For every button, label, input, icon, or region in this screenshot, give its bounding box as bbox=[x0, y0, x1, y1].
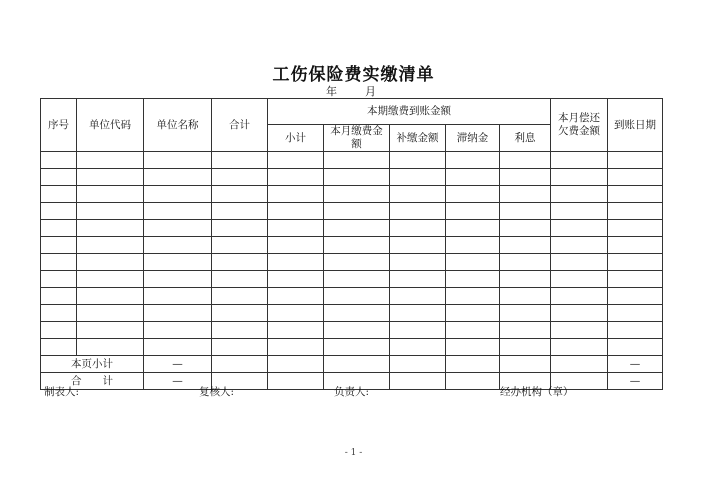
table-cell[interactable] bbox=[268, 322, 324, 339]
table-cell[interactable] bbox=[77, 254, 144, 271]
table-cell[interactable] bbox=[324, 254, 390, 271]
header-seq: 序号 bbox=[41, 99, 77, 152]
header-back-paid: 补缴金额 bbox=[390, 125, 446, 152]
table-row bbox=[41, 322, 663, 339]
table-cell[interactable] bbox=[268, 203, 324, 220]
table-cell[interactable] bbox=[324, 220, 390, 237]
table-cell[interactable] bbox=[144, 203, 212, 220]
table-cell[interactable] bbox=[446, 322, 500, 339]
table-cell[interactable] bbox=[500, 339, 551, 356]
table-cell[interactable] bbox=[390, 339, 446, 356]
table-cell[interactable] bbox=[268, 237, 324, 254]
table-cell[interactable] bbox=[500, 203, 551, 220]
table-cell[interactable] bbox=[268, 186, 324, 203]
table-cell[interactable] bbox=[268, 356, 324, 373]
table-cell[interactable] bbox=[500, 322, 551, 339]
table-cell[interactable] bbox=[144, 152, 212, 169]
table-cell[interactable] bbox=[212, 203, 268, 220]
table-cell[interactable] bbox=[324, 339, 390, 356]
table-cell[interactable] bbox=[446, 220, 500, 237]
table-cell[interactable] bbox=[144, 271, 212, 288]
table-cell[interactable] bbox=[500, 356, 551, 373]
table-cell[interactable] bbox=[41, 220, 77, 237]
table-cell[interactable] bbox=[390, 288, 446, 305]
header-repay: 本月偿还欠费金额 bbox=[551, 99, 608, 152]
table-cell[interactable] bbox=[77, 203, 144, 220]
table-cell[interactable] bbox=[446, 356, 500, 373]
table-cell[interactable] bbox=[446, 152, 500, 169]
table-cell[interactable] bbox=[77, 322, 144, 339]
table-cell[interactable] bbox=[144, 322, 212, 339]
table-cell[interactable] bbox=[268, 254, 324, 271]
table-cell[interactable] bbox=[212, 305, 268, 322]
table-cell[interactable] bbox=[446, 339, 500, 356]
table-cell[interactable] bbox=[446, 288, 500, 305]
table-row bbox=[41, 203, 663, 220]
table-cell[interactable] bbox=[324, 356, 390, 373]
table-cell[interactable] bbox=[77, 169, 144, 186]
table-cell[interactable] bbox=[608, 288, 663, 305]
table-cell[interactable] bbox=[551, 288, 608, 305]
table-cell[interactable] bbox=[77, 186, 144, 203]
table-cell[interactable] bbox=[551, 339, 608, 356]
table-cell[interactable] bbox=[390, 271, 446, 288]
header-month-paid: 本月缴费金额 bbox=[324, 125, 390, 152]
table-cell[interactable] bbox=[551, 237, 608, 254]
table-row bbox=[41, 271, 663, 288]
table-cell[interactable] bbox=[41, 271, 77, 288]
table-cell[interactable] bbox=[390, 322, 446, 339]
page-number: - 1 - bbox=[344, 448, 363, 458]
table-cell[interactable] bbox=[41, 152, 77, 169]
table-cell[interactable] bbox=[608, 271, 663, 288]
table-cell[interactable] bbox=[77, 288, 144, 305]
table-cell[interactable] bbox=[41, 186, 77, 203]
table-cell[interactable] bbox=[144, 186, 212, 203]
table-cell[interactable] bbox=[446, 203, 500, 220]
table-cell[interactable] bbox=[551, 305, 608, 322]
table-cell[interactable] bbox=[390, 254, 446, 271]
table-cell[interactable] bbox=[551, 271, 608, 288]
table-cell[interactable] bbox=[212, 356, 268, 373]
table-cell[interactable] bbox=[551, 322, 608, 339]
table-cell[interactable] bbox=[500, 152, 551, 169]
header-late-fee: 滞纳金 bbox=[446, 125, 500, 152]
table-cell[interactable] bbox=[608, 305, 663, 322]
table-cell[interactable] bbox=[41, 237, 77, 254]
grand-total-label: 合 计 bbox=[41, 373, 144, 390]
table-cell[interactable] bbox=[324, 271, 390, 288]
table-cell[interactable] bbox=[390, 152, 446, 169]
table-cell[interactable] bbox=[500, 305, 551, 322]
table-cell[interactable] bbox=[144, 254, 212, 271]
table-cell[interactable] bbox=[608, 220, 663, 237]
table-cell[interactable] bbox=[144, 220, 212, 237]
table-cell[interactable] bbox=[446, 169, 500, 186]
table-cell[interactable] bbox=[608, 322, 663, 339]
table-cell[interactable] bbox=[390, 305, 446, 322]
table-cell[interactable] bbox=[268, 271, 324, 288]
table-cell[interactable] bbox=[446, 186, 500, 203]
table-cell[interactable] bbox=[212, 254, 268, 271]
header-group: 本期缴费到账金额 bbox=[268, 99, 551, 125]
table-cell[interactable] bbox=[446, 254, 500, 271]
table-cell[interactable] bbox=[268, 220, 324, 237]
table-cell[interactable] bbox=[77, 152, 144, 169]
table-cell[interactable] bbox=[324, 288, 390, 305]
table-cell[interactable] bbox=[77, 220, 144, 237]
table-cell[interactable] bbox=[77, 271, 144, 288]
table-cell[interactable] bbox=[551, 203, 608, 220]
table-cell[interactable] bbox=[212, 169, 268, 186]
table-row bbox=[41, 152, 663, 169]
table-cell[interactable] bbox=[212, 152, 268, 169]
table-row bbox=[41, 288, 663, 305]
table-cell[interactable] bbox=[608, 203, 663, 220]
table-cell[interactable] bbox=[608, 186, 663, 203]
table-cell[interactable] bbox=[551, 186, 608, 203]
table-cell[interactable] bbox=[144, 169, 212, 186]
table-cell[interactable] bbox=[500, 169, 551, 186]
table-cell[interactable] bbox=[268, 152, 324, 169]
table-cell[interactable] bbox=[144, 237, 212, 254]
table-cell[interactable] bbox=[41, 288, 77, 305]
page-subtotal-row bbox=[41, 356, 663, 373]
table-cell[interactable] bbox=[212, 237, 268, 254]
table-cell[interactable] bbox=[324, 237, 390, 254]
header-subtotal: 小计 bbox=[268, 125, 324, 152]
header-arrival-date: 到账日期 bbox=[608, 99, 663, 152]
table-cell[interactable] bbox=[390, 203, 446, 220]
table-cell[interactable] bbox=[268, 305, 324, 322]
responsible-label: 负责人: bbox=[334, 386, 370, 398]
page-subtotal-dash: — bbox=[144, 356, 212, 373]
table-cell[interactable] bbox=[324, 169, 390, 186]
table-cell[interactable] bbox=[551, 152, 608, 169]
grand-total-date-dash: — bbox=[608, 373, 663, 390]
table-cell[interactable] bbox=[41, 169, 77, 186]
table-cell[interactable] bbox=[268, 339, 324, 356]
table-cell[interactable] bbox=[212, 322, 268, 339]
table-cell[interactable] bbox=[324, 203, 390, 220]
reviewer-label: 复核人: bbox=[199, 386, 235, 398]
table-cell[interactable] bbox=[324, 186, 390, 203]
table-cell[interactable] bbox=[144, 288, 212, 305]
table-cell[interactable] bbox=[77, 339, 144, 356]
table-cell[interactable] bbox=[500, 220, 551, 237]
table-cell[interactable] bbox=[212, 271, 268, 288]
period-line bbox=[326, 83, 404, 99]
header-unit-code: 单位代码 bbox=[77, 99, 144, 152]
table-cell[interactable] bbox=[608, 169, 663, 186]
table-cell[interactable] bbox=[608, 152, 663, 169]
table-cell[interactable] bbox=[551, 254, 608, 271]
table-cell[interactable] bbox=[212, 186, 268, 203]
table-cell[interactable] bbox=[390, 220, 446, 237]
table-cell[interactable] bbox=[608, 254, 663, 271]
table-cell[interactable] bbox=[390, 169, 446, 186]
table-cell[interactable] bbox=[77, 237, 144, 254]
grand-total-dash: — bbox=[144, 373, 212, 390]
table-cell[interactable] bbox=[144, 305, 212, 322]
table-cell[interactable] bbox=[500, 288, 551, 305]
table-row bbox=[41, 305, 663, 322]
table-row bbox=[41, 237, 663, 254]
table-cell[interactable] bbox=[608, 237, 663, 254]
table-cell[interactable] bbox=[324, 152, 390, 169]
table-cell[interactable] bbox=[446, 305, 500, 322]
table-cell[interactable] bbox=[551, 169, 608, 186]
table-cell[interactable] bbox=[324, 305, 390, 322]
table-row bbox=[41, 186, 663, 203]
table-cell[interactable] bbox=[212, 220, 268, 237]
maker-label: 制表人: bbox=[44, 386, 80, 398]
table-cell[interactable] bbox=[500, 254, 551, 271]
table-cell[interactable] bbox=[212, 288, 268, 305]
signature-line bbox=[0, 384, 707, 398]
table-cell[interactable] bbox=[390, 186, 446, 203]
table-cell[interactable] bbox=[144, 339, 212, 356]
table-cell[interactable] bbox=[390, 356, 446, 373]
table-cell[interactable] bbox=[500, 186, 551, 203]
table-cell[interactable] bbox=[41, 254, 77, 271]
table-cell[interactable] bbox=[77, 305, 144, 322]
header-interest: 利息 bbox=[500, 125, 551, 152]
header-total: 合计 bbox=[212, 99, 268, 152]
page-title: 工伤保险费实缴清单 bbox=[272, 65, 435, 85]
payment-table bbox=[40, 98, 663, 390]
table-cell[interactable] bbox=[551, 220, 608, 237]
table-cell[interactable] bbox=[268, 288, 324, 305]
table-cell[interactable] bbox=[500, 271, 551, 288]
table-cell[interactable] bbox=[41, 203, 77, 220]
table-cell[interactable] bbox=[212, 339, 268, 356]
month-label: 月 bbox=[365, 85, 376, 98]
table-cell[interactable] bbox=[268, 169, 324, 186]
page-subtotal-date-dash: — bbox=[608, 356, 663, 373]
table-cell[interactable] bbox=[446, 237, 500, 254]
table-row bbox=[41, 169, 663, 186]
agency-label: 经办机构（章） bbox=[500, 386, 574, 398]
table-row bbox=[41, 254, 663, 271]
table-cell[interactable] bbox=[41, 339, 77, 356]
table-cell[interactable] bbox=[446, 271, 500, 288]
table-cell[interactable] bbox=[500, 237, 551, 254]
table-cell[interactable] bbox=[41, 322, 77, 339]
table-cell[interactable] bbox=[41, 305, 77, 322]
table-cell[interactable] bbox=[324, 322, 390, 339]
table-row bbox=[41, 339, 663, 356]
header-unit-name: 单位名称 bbox=[144, 99, 212, 152]
table-cell[interactable] bbox=[608, 339, 663, 356]
table-cell[interactable] bbox=[390, 237, 446, 254]
table-cell[interactable] bbox=[551, 356, 608, 373]
table-row bbox=[41, 220, 663, 237]
year-label: 年 bbox=[326, 85, 337, 98]
page-subtotal-label: 本页小计 bbox=[41, 356, 144, 373]
